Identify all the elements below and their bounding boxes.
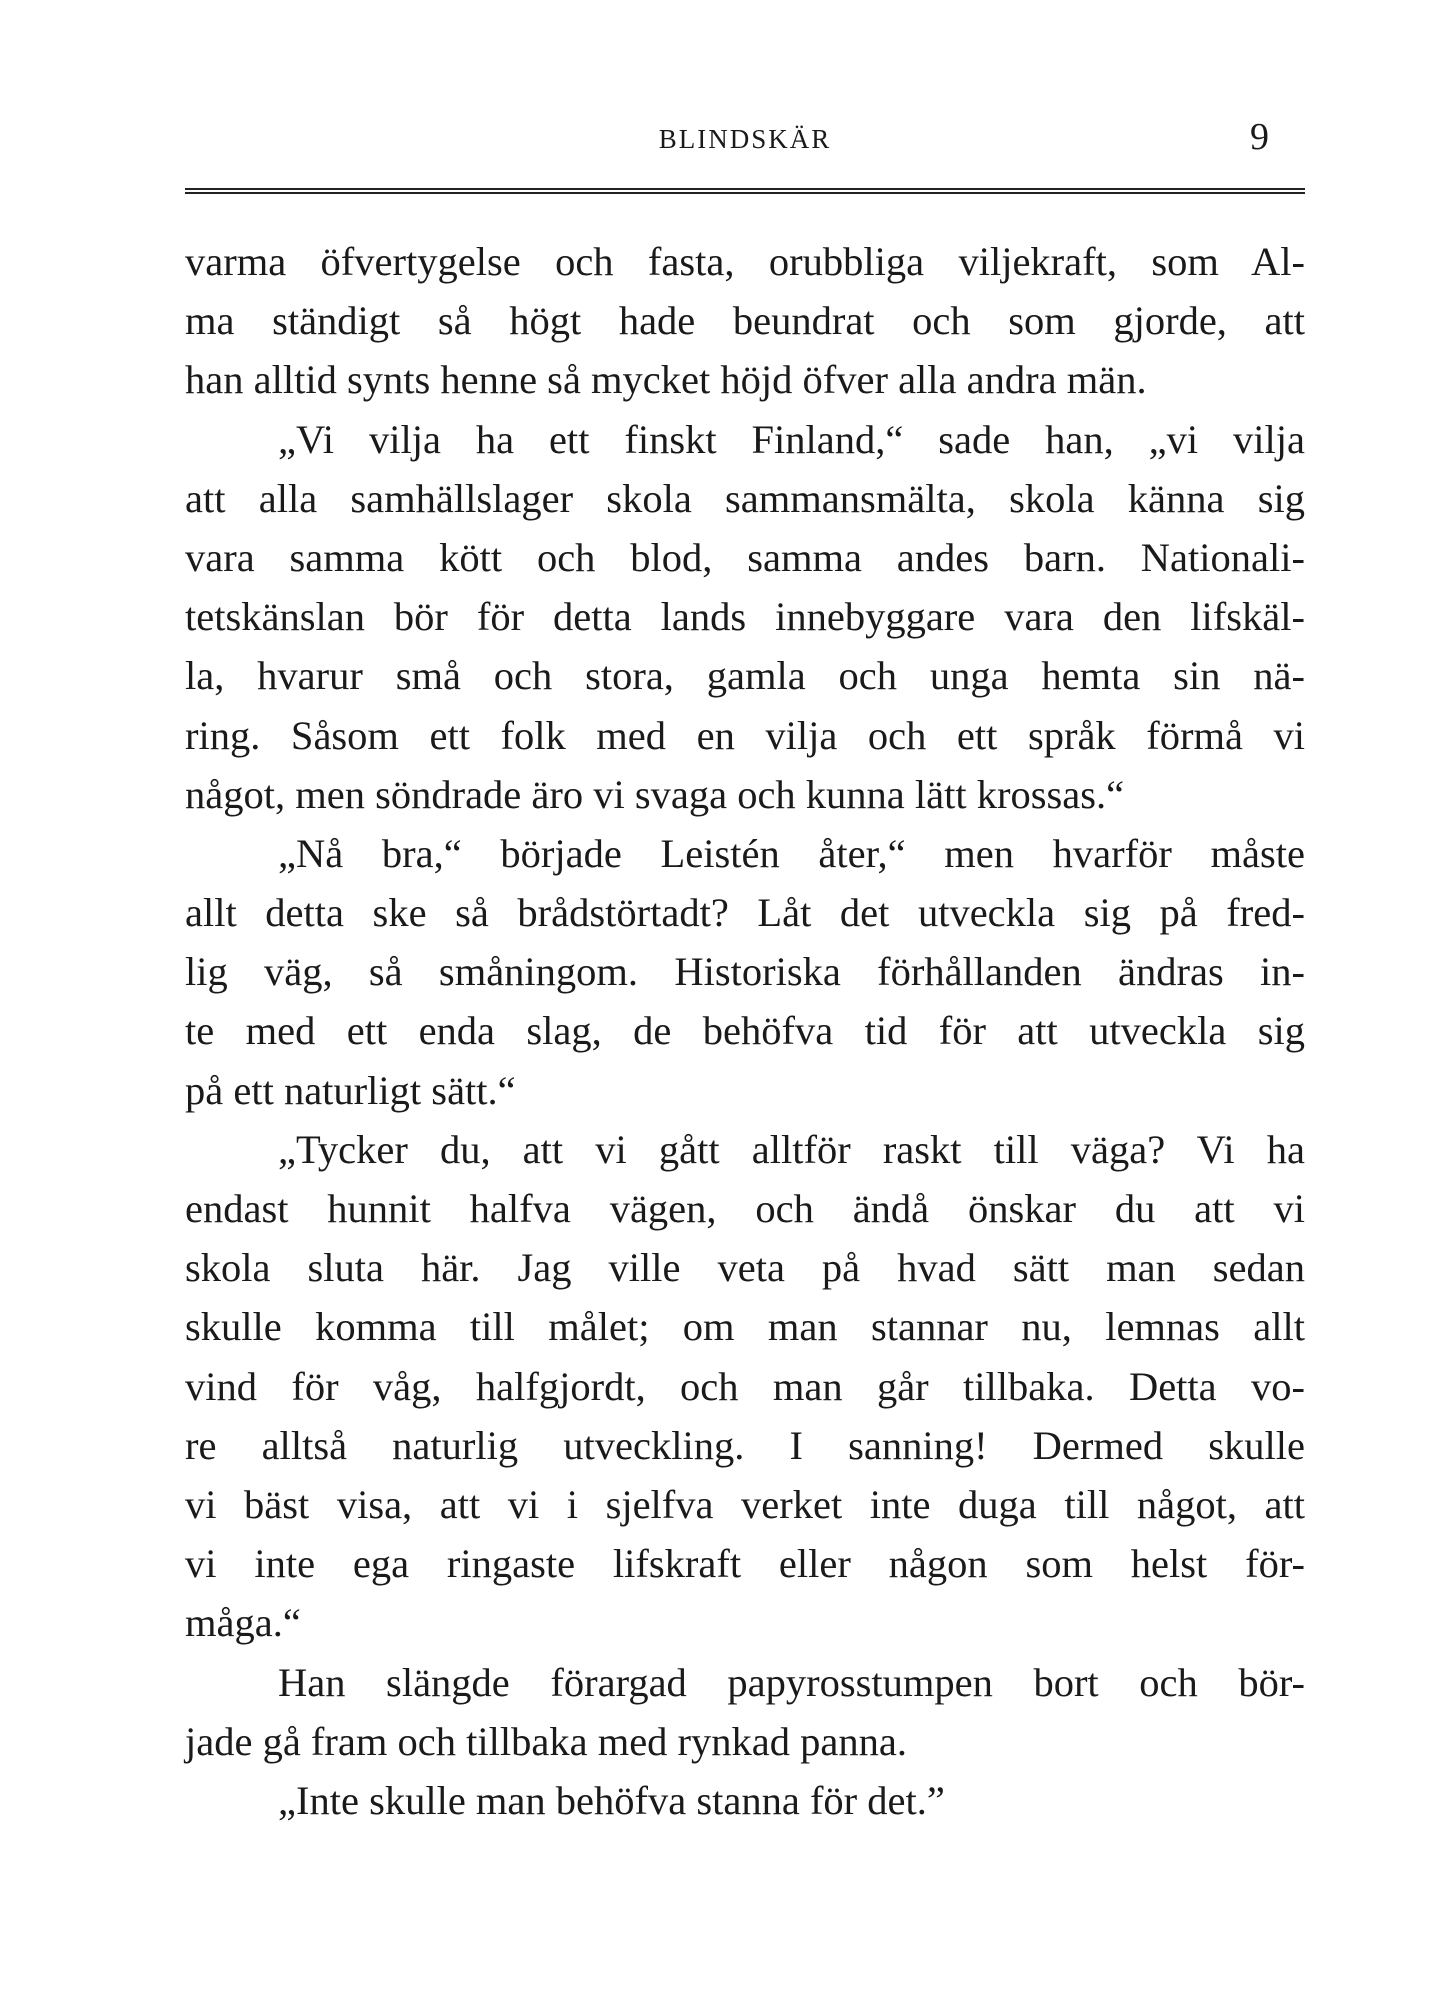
- text-line: tetskänslan bör för detta lands innebyggare vara den lifskäl-: [185, 594, 1305, 640]
- text-line: vara samma kött och blod, samma andes barn. Nationali-: [185, 534, 1305, 580]
- text-line: ring. Såsom ett folk med en vilja och ett språk förmå vi: [185, 712, 1305, 758]
- text-line: te med ett enda slag, de behöfva tid för att utveckla sig: [185, 1008, 1305, 1054]
- text-line: vi bäst visa, att vi i sjelfva verket inte duga till något, att: [185, 1481, 1305, 1527]
- text-line: re alltså naturlig utveckling. I sanning! Dermed skulle: [185, 1422, 1305, 1468]
- text-line: att alla samhällslager skola sammansmälta, skola känna sig: [185, 475, 1305, 521]
- text-line: allt detta ske så brådstörtadt? Låt det utveckla sig på fred-: [185, 890, 1305, 936]
- text-line: endast hunnit halfva vägen, och ändå önskar du att vi: [185, 1186, 1305, 1231]
- text-line: skola sluta här. Jag ville veta på hvad sätt man sedan: [185, 1245, 1305, 1291]
- text-line: „Inte skulle man behöfva stanna för det.”: [278, 1777, 945, 1823]
- text-line: vind för våg, halfgjordt, och man går tillbaka. Detta vo-: [185, 1363, 1305, 1409]
- text-line: måga.“: [185, 1600, 301, 1646]
- text-line: lig väg, så småningom. Historiska förhållanden ändras in-: [185, 949, 1305, 995]
- header-double-rule: [185, 188, 1305, 194]
- text-line: varma öfvertygelse och fasta, orubbliga viljekraft, som Al-: [185, 239, 1305, 284]
- text-line: „Vi vilja ha ett finskt Finland,“ sade han, „vi vilja: [278, 416, 1305, 462]
- text-line: ma ständigt så högt hade beundrat och som gjorde, att: [185, 298, 1305, 344]
- text-line: skulle komma till målet; om man stannar nu, lemnas allt: [185, 1304, 1305, 1350]
- running-head: [185, 112, 1305, 172]
- text-line: vi inte ega ringaste lifskraft eller någon som helst för-: [185, 1541, 1305, 1587]
- text-line: på ett naturligt sätt.“: [185, 1067, 516, 1113]
- text-line: jade gå fram och tillbaka med rynkad panna.: [185, 1718, 907, 1764]
- page-number: 9: [1250, 116, 1269, 158]
- body-text: [185, 232, 1305, 1830]
- text-line: något, men söndrade äro vi svaga och kunna lätt krossas.“: [185, 771, 1125, 817]
- running-title: BLINDSKÄR: [658, 124, 832, 154]
- text-line: han alltid synts henne så mycket höjd öfver alla andra män.: [185, 357, 1147, 403]
- text-line: „Nå bra,“ började Leistén åter,“ men hvarför måste: [278, 830, 1305, 876]
- text-line: Han slängde förargad papyrosstumpen bort och bör-: [278, 1659, 1305, 1705]
- text-line: „Tycker du, att vi gått alltför raskt till väga? Vi ha: [278, 1126, 1305, 1172]
- text-line: la, hvarur små och stora, gamla och unga hemta sin nä-: [185, 653, 1305, 699]
